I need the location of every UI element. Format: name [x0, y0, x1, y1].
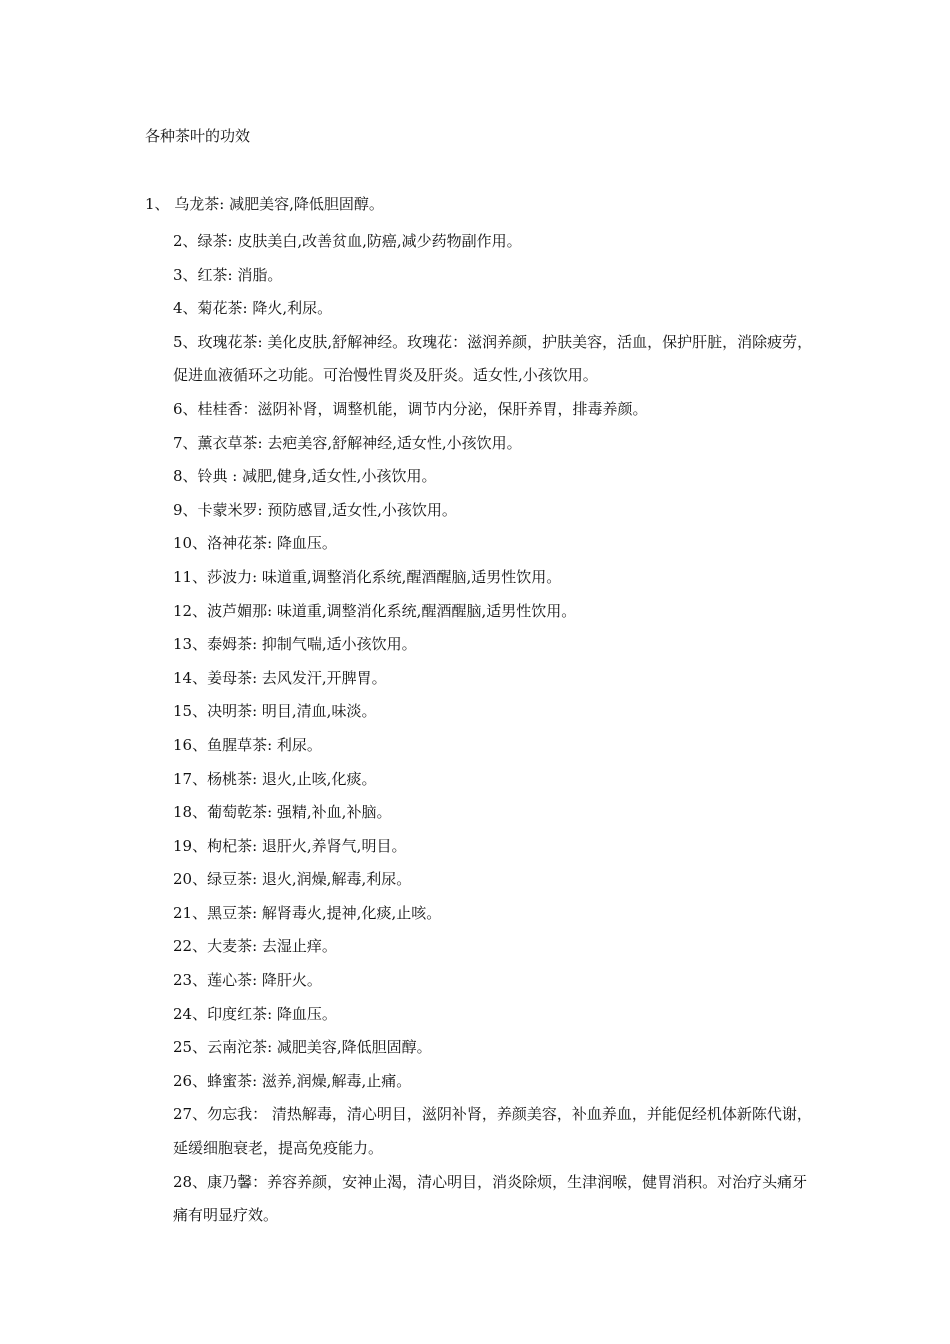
list-item: 11、莎波力: 味道重,调整消化系统,醒酒醒脑,适男性饮用。 — [173, 567, 562, 586]
list-item: 28、康乃馨：养容养颜，安神止渴，清心明目，消炎除烦，生津润喉，健胃消积。对治疗头痛牙痛有明显疗效。 — [173, 1172, 808, 1225]
list-item: 3、红茶: 消脂。 — [173, 265, 283, 284]
list-item: 19、枸杞茶: 退肝火,养肾气,明目。 — [173, 836, 407, 855]
list-item: 5、玫瑰花茶: 美化皮肤,舒解神经。玫瑰花：滋润养颜，护肤美容，活血，保护肝脏，消除疲劳，促进血液循环之功能。可治慢性胃炎及肝炎。适女性,小孩饮用。 — [173, 332, 813, 385]
list-item: 27、勿忘我： 清热解毒，清心明目，滋阴补肾，养颜美容，补血养血，并能促经机体新陈代谢，延缓细胞衰老，提高免疫能力。 — [173, 1105, 812, 1158]
list-item-1: 1、 乌龙茶: 减肥美容,降低胆固醇。 — [145, 195, 384, 213]
list-item: 17、杨桃茶: 退火,止咳,化痰。 — [173, 769, 377, 788]
list-item: 12、波芦媚那: 味道重,调整消化系统,醒酒醒脑,适男性饮用。 — [173, 601, 577, 620]
list-item: 6、桂桂香：滋阴补肾，调整机能，调节内分泌，保肝养胃，排毒养颜。 — [173, 399, 648, 418]
tea-effects-list — [173, 225, 813, 1233]
list-item: 23、莲心茶: 降肝火。 — [173, 971, 322, 990]
list-item: 22、大麦茶: 去湿止痒。 — [173, 937, 337, 956]
list-item: 9、卡蒙米罗: 预防感冒,适女性,小孩饮用。 — [173, 500, 457, 519]
list-item: 20、绿豆茶: 退火,润燥,解毒,利尿。 — [173, 870, 412, 889]
list-item: 2、绿茶: 皮肤美白,改善贫血,防癌,减少药物副作用。 — [173, 232, 522, 250]
list-item: 26、蜂蜜茶: 滋养,润燥,解毒,止痛。 — [173, 1071, 412, 1090]
list-item: 10、洛神花茶: 降血压。 — [173, 534, 337, 553]
list-item: 21、黑豆茶: 解肾毒火,提神,化痰,止咳。 — [173, 903, 442, 922]
list-item: 13、泰姆茶: 抑制气喘,适小孩饮用。 — [173, 635, 417, 654]
list-item: 15、决明茶: 明目,清血,味淡。 — [173, 702, 377, 721]
list-item: 8、铃典 : 减肥,健身,适女性,小孩饮用。 — [173, 467, 437, 486]
list-item: 25、云南沱茶: 减肥美容,降低胆固醇。 — [173, 1038, 432, 1057]
document-title: 各种茶叶的功效 — [145, 127, 251, 145]
list-item: 16、鱼腥草茶: 利尿。 — [173, 735, 322, 754]
list-item: 7、薰衣草茶: 去疤美容,舒解神经,适女性,小孩饮用。 — [173, 433, 522, 452]
list-item: 14、姜母茶: 去风发汗,开脾胃。 — [173, 668, 387, 687]
list-item: 24、印度红茶: 降血压。 — [173, 1004, 337, 1023]
list-item: 4、菊花茶: 降火,利尿。 — [173, 299, 333, 318]
list-item: 18、葡萄乾茶: 强精,补血,补脑。 — [173, 803, 392, 822]
